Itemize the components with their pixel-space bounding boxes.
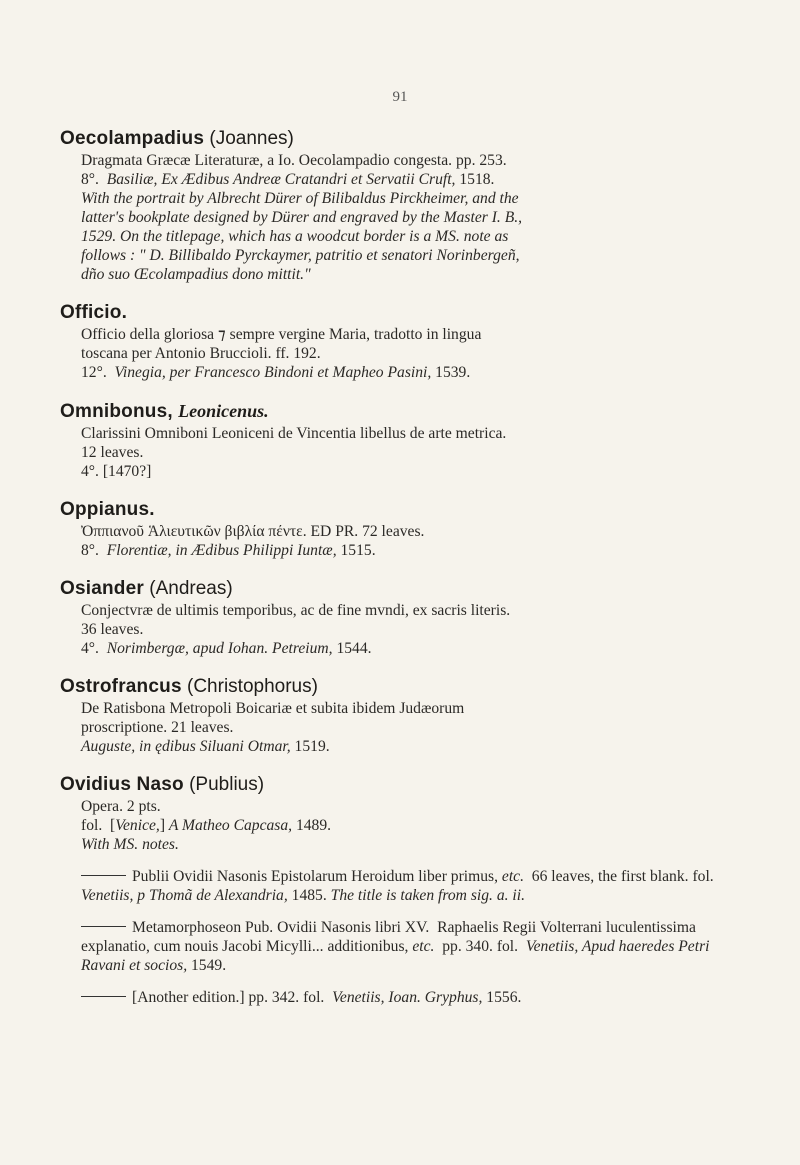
entry-line: leaves, the first blank. bbox=[551, 868, 689, 885]
entry-ostrofrancus bbox=[60, 675, 750, 756]
entry-officio bbox=[60, 301, 750, 382]
entry-body bbox=[60, 424, 750, 481]
entry-line: Ὀππιανοῦ Ἁλιευτικῶν βιβλία πέντε. ED PR. 72 leaves. bbox=[81, 523, 425, 540]
entry-line: De Ratisbona Metropoli Boicariæ et subita ibidem Judæorum bbox=[81, 700, 465, 717]
entry-line: Conjectvræ de ultimis temporibus, ac de fine mvndi, ex sacris literis. bbox=[81, 602, 511, 619]
entry-author: Omnibonus, bbox=[60, 401, 173, 422]
entry-author: Ostrofrancus bbox=[60, 676, 182, 697]
entry-line: follows : " D. Billibaldo Pyrckaymer, patritio et senatori Norinbergeñ, bbox=[81, 247, 520, 264]
entry-line: 12 leaves. bbox=[81, 444, 144, 461]
entry-author-forename: (Joannes) bbox=[209, 128, 294, 149]
sub-entry-metamorphoses bbox=[60, 918, 750, 975]
entry-author: Oppianus. bbox=[60, 499, 155, 520]
entry-line: toscana per Antonio Bruccioli. ff. 192. bbox=[81, 345, 321, 362]
entry-author-forename: (Andreas) bbox=[149, 578, 233, 599]
entry-author: Osiander bbox=[60, 578, 144, 599]
entry-body bbox=[60, 325, 750, 382]
entry-heading bbox=[60, 773, 750, 797]
entry-line: Clarissini Omniboni Leoniceni de Vincentia libellus de arte metrica. bbox=[81, 425, 507, 442]
entry-line: fol. [Venice,] A Matheo Capcasa, 1489. bbox=[81, 817, 332, 834]
ditto-dash bbox=[81, 875, 126, 876]
entry-body bbox=[60, 522, 750, 560]
entry-line: 12°. Vinegia, per Francesco Bindoni et Mapheo Pasini, 1539. bbox=[81, 364, 471, 381]
entry-line: 8°. Basiliæ, Ex Ædibus Andreæ Cratandri et Servatii Cruft, 1518. bbox=[81, 171, 495, 188]
entry-heading bbox=[60, 399, 750, 424]
entry-line: Publii Ovidii Nasonis Epistolarum Heroidum liber primus, etc. 66 bbox=[81, 868, 547, 885]
entry-author: Officio. bbox=[60, 302, 128, 323]
entry-line: latter's bookplate designed by Dürer and engraved by the Master I. B., bbox=[81, 209, 523, 226]
page-number: 91 bbox=[392, 89, 408, 105]
entry-author-forename: Leonicenus. bbox=[178, 401, 269, 421]
entry-heading bbox=[60, 577, 750, 601]
entry-heading bbox=[60, 301, 750, 325]
entry-line: 1529. On the titlepage, which has a woodcut border is a MS. note as bbox=[81, 228, 509, 245]
ditto-dash bbox=[81, 996, 126, 997]
entry-line: 8°. Florentiæ, in Ædibus Philippi Iuntæ, 1515. bbox=[81, 542, 376, 559]
entry-heading bbox=[60, 127, 750, 151]
entry-line: Metamorphoseon Pub. Ovidii Nasonis libri XV. Raphaelis Regii bbox=[81, 919, 536, 936]
entry-body bbox=[60, 699, 750, 756]
catalogue-entries bbox=[60, 127, 750, 1007]
entry-line: 4°. [1470?] bbox=[81, 463, 152, 480]
entry-body bbox=[60, 797, 750, 854]
entry-line: dño suo Œcolampadius dono mittit." bbox=[81, 266, 311, 283]
sub-entry-heroides bbox=[60, 867, 750, 905]
entry-line: With the portrait by Albrecht Dürer of Bilibaldus Pirckheimer, and the bbox=[81, 190, 519, 207]
sub-entry-another-edition bbox=[60, 988, 750, 1007]
entry-osiander bbox=[60, 577, 750, 658]
entry-line: fol. Venetiis, Ioan. Gryphus, 1556. bbox=[303, 989, 522, 1006]
entry-author-forename: (Publius) bbox=[189, 774, 265, 795]
entry-author-forename: (Christophorus) bbox=[187, 676, 318, 697]
imprint: Basiliæ, Ex Ædibus Andreæ Cratandri et Servatii Cruft, bbox=[106, 171, 456, 188]
entry-author: Oecolampadius bbox=[60, 128, 205, 149]
entry-line: fol. Venetiis, Apud haeredes Petri Ravani et socios, 1549. bbox=[81, 938, 710, 974]
entry-oppianus bbox=[60, 498, 750, 560]
entry-line: fol. Venetiis, p Thomã de Alexandria, 1485. bbox=[81, 868, 718, 904]
entry-heading bbox=[60, 498, 750, 522]
ditto-dash bbox=[81, 926, 126, 927]
entry-body bbox=[60, 601, 750, 658]
entry-line: Dragmata Græcæ Literaturæ, a Io. Oecolampadio congesta. pp. 253. bbox=[81, 152, 507, 169]
entry-heading bbox=[60, 675, 750, 699]
entry-line: With MS. notes. bbox=[81, 836, 179, 853]
entry-line: 36 leaves. bbox=[81, 621, 144, 638]
entry-line: proscriptione. 21 leaves. bbox=[81, 719, 234, 736]
entry-omnibonus bbox=[60, 399, 750, 481]
entry-line: 4°. Norimbergæ, apud Iohan. Petreium, 1544. bbox=[81, 640, 372, 657]
entry-line: [Another edition.] pp. 342. bbox=[81, 989, 299, 1006]
entry-line: Auguste, in ędibus Siluani Otmar, 1519. bbox=[81, 738, 330, 755]
entry-ovidius bbox=[60, 773, 750, 1007]
entry-line: Officio della gloriosa ⁊ sempre vergine Maria, tradotto in lingua bbox=[81, 326, 482, 343]
entry-line: additionibus, etc. pp. 340. bbox=[327, 938, 493, 955]
entry-line: Opera. 2 pts. bbox=[81, 798, 161, 815]
entry-line: The title is taken from sig. a. ii. bbox=[330, 887, 525, 904]
entry-oecolampadius bbox=[60, 127, 750, 284]
entry-body bbox=[60, 151, 750, 284]
format-8vo: 8°. bbox=[81, 171, 107, 188]
entry-author: Ovidius Naso bbox=[60, 774, 184, 795]
entry-line: Volterrani luculentissima explanatio, cum nouis Jacobi Micylli... bbox=[81, 919, 696, 955]
